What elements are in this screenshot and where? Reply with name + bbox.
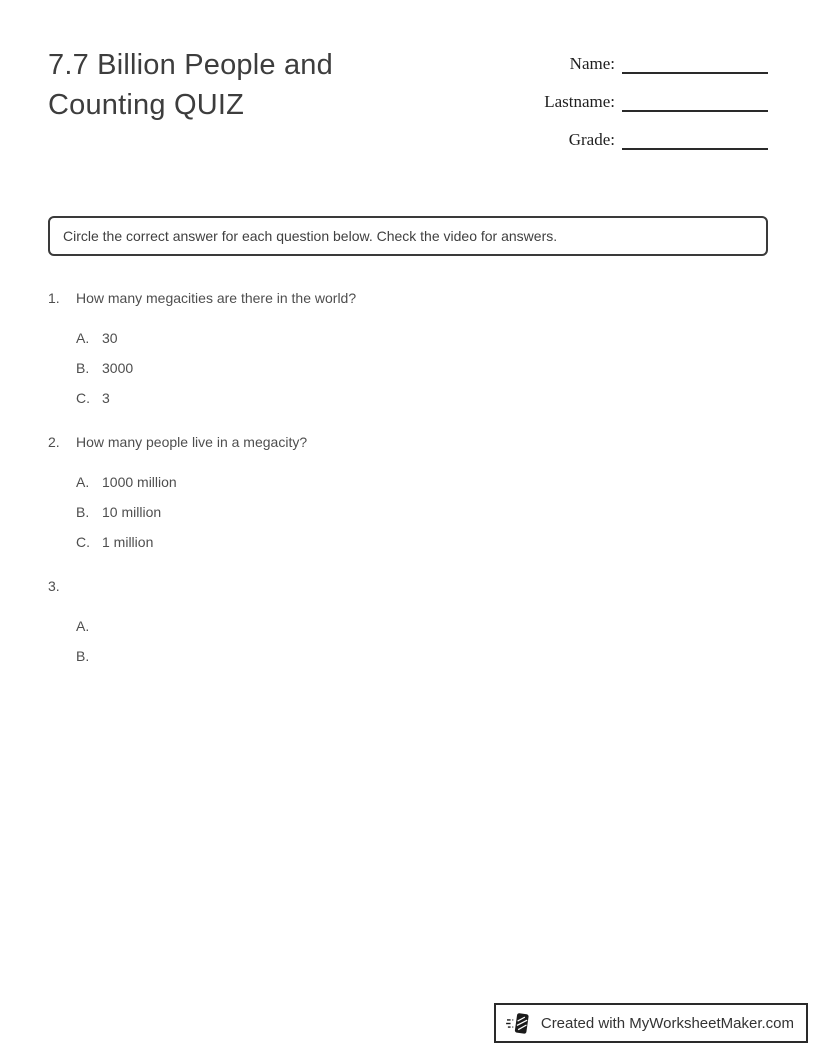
option-letter: A.	[76, 330, 90, 346]
name-field-row	[544, 52, 768, 76]
option-text: 1000 million	[102, 474, 177, 490]
option-letter: A.	[76, 474, 90, 490]
answer-option-1a	[76, 328, 768, 348]
answer-option-3a	[76, 616, 768, 636]
option-text: 30	[102, 330, 118, 346]
question-text: How many people live in a megacity?	[76, 434, 308, 450]
option-text: 3	[102, 390, 110, 406]
option-letter: B.	[76, 648, 90, 664]
option-text: 3000	[102, 360, 134, 376]
grade-field-label: Grade:	[568, 130, 615, 149]
question-text: How many megacities are there in the world?	[76, 290, 357, 306]
question-line	[48, 576, 768, 596]
question-3	[48, 576, 768, 666]
options-list	[48, 616, 768, 666]
question-line	[48, 432, 768, 452]
instructions-box	[48, 216, 768, 256]
questions-list	[48, 288, 768, 666]
credit-text: Created with MyWorksheetMaker.com	[540, 1014, 794, 1032]
question-number: 2.	[48, 434, 60, 450]
answer-option-2b	[76, 502, 768, 522]
worksheet-title: 7.7 Billion People and Counting QUIZ	[48, 49, 333, 121]
answer-option-2c	[76, 532, 768, 552]
credit-box	[494, 1003, 808, 1043]
question-number: 3.	[48, 578, 60, 594]
answer-option-1c	[76, 388, 768, 408]
grade-field-line	[622, 148, 768, 150]
option-letter: B.	[76, 360, 90, 376]
question-number: 1.	[48, 290, 60, 306]
grade-field-row	[544, 128, 768, 152]
question-line	[48, 288, 768, 308]
option-letter: C.	[76, 390, 90, 406]
option-letter: C.	[76, 534, 90, 550]
option-letter: B.	[76, 504, 90, 520]
lastname-field-line	[622, 110, 768, 112]
lastname-field-label: Lastname:	[544, 92, 615, 111]
name-field-label: Name:	[569, 54, 615, 73]
name-field-line	[622, 72, 768, 74]
options-list	[48, 472, 768, 552]
instructions-text: Circle the correct answer for each question below. Check the video for answers.	[63, 228, 558, 244]
question-1	[48, 288, 768, 408]
worksheet-header	[48, 45, 768, 166]
lastname-field-row	[544, 90, 768, 114]
option-text: 10 million	[102, 504, 162, 520]
answer-option-1b	[76, 358, 768, 378]
student-fields	[544, 45, 768, 166]
answer-option-3b	[76, 646, 768, 666]
worksheet-maker-logo-icon	[506, 1011, 533, 1036]
options-list	[48, 328, 768, 408]
option-text: 1 million	[102, 534, 154, 550]
option-letter: A.	[76, 618, 90, 634]
question-2	[48, 432, 768, 552]
answer-option-2a	[76, 472, 768, 492]
